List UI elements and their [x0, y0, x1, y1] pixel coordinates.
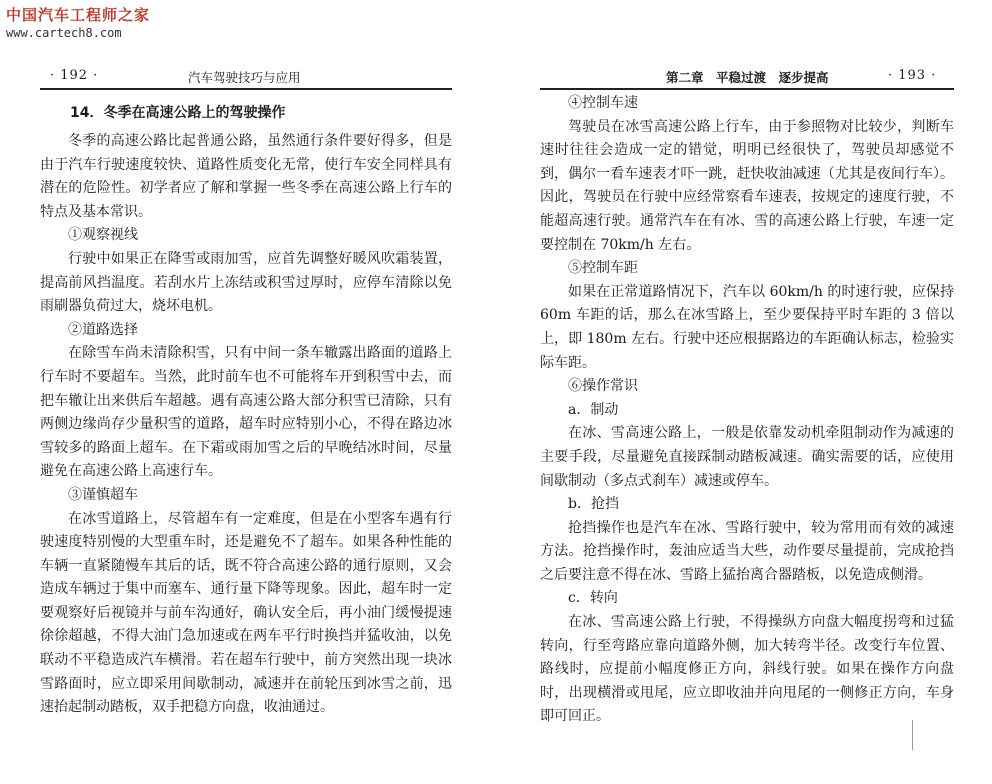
subsection-text: 驾驶员在冰雪高速公路上行车，由于参照物对比较少，判断车速时往往会造成一定的错觉，明明已经很快了，驾驶员却感觉不到，偶尔一看车速表才吓一跳，赶快收油减速（尤其是夜间行车）。因此，驾驶员在行驶中应经常察看车速表，按规定的速度行驶，不能超高速行驶。通常汽车在有冰、雪的高速公路上行驶，车速一定要控制在 70km/h 左右。	[540, 118, 954, 253]
left-page	[40, 62, 452, 720]
right-page-header	[540, 62, 954, 90]
left-page-number: · 192 ·	[50, 68, 99, 83]
subsection-title: ⑤控制车距	[568, 260, 638, 277]
item-title: b．抢挡	[568, 496, 619, 513]
right-page-body	[540, 90, 954, 729]
watermark-url: www.cartech8.com	[6, 26, 122, 40]
subsection-text: 行驶中如果正在降雪或雨加雪，应首先调整好暖风吹霜装置，提高前风挡温度。若刮水片上冻结或积雪过厚时，应停车清除以免雨刷器负荷过大，烧坏电机。	[40, 250, 452, 315]
item-title: c．转向	[568, 590, 618, 607]
watermark	[6, 6, 150, 40]
left-header-title: 汽车驾驶技巧与应用	[188, 70, 301, 85]
section-heading: 14．冬季在高速公路上的驾驶操作	[70, 105, 286, 121]
item-text: 在冰、雪高速公路上，一般是依靠发动机牵阻制动作为减速的主要手段，尽量避免直接踩制动踏板减速。确实需要的话，应使用间歇制动（多点式刹车）减速或停车。	[540, 425, 954, 489]
left-page-header	[40, 62, 452, 90]
subsection-text: 在除雪车尚未清除积雪，只有中间一条车辙露出路面的道路上行车时不要超车。当然，此时前车也不可能将车开到积雪中去，而把车辙让出来供后车超越。遇有高速公路大部分积雪已清除，只有两侧边缘尚存少量积雪的道路，超车时应特别小心，不得在路边冰雪较多的路面上超车。在下霜或雨加雪之后的早晚结冰时间，尽量避免在高速公路上高速行车。	[40, 345, 452, 480]
right-page-number: · 193 ·	[888, 68, 937, 83]
margin-rule	[912, 720, 913, 750]
right-page	[540, 62, 954, 729]
subsection-title: ④控制车速	[568, 95, 638, 111]
subsection-text: 在冰雪道路上，尽管超车有一定难度，但是在小型客车遇有行驶速度特别慢的大型重车时，还是避免不了超车。如果各种性能的车辆一直紧随慢车其后的话，既不符合高速公路的通行原则，又会造成车辆过于集中而塞车、通行量下降等现象。因此，超车时一定要观察好后视镜并与前车沟通好，确认安全后，再小油门缓慢提速徐徐超越，不得大油门急加速或在两车平行时换挡并猛收油，以免联动不平稳造成汽车横滑。若在超车行驶中，前方突然出现一块冰雪路面时，应立即采用间歇制动，减速并在前轮压到冰雪之前，迅速抬起制动踏板，双手把稳方向盘，收油通过。	[40, 510, 452, 716]
item-text: 抢挡操作也是汽车在冰、雪路行驶中，较为常用而有效的减速方法。抢挡操作时，轰油应适当大些，动作要尽量提前，完成抢挡之后要注意不得在冰、雪路上猛抬离合器踏板，以免造成侧滑。	[540, 519, 954, 583]
left-page-body	[40, 90, 452, 720]
subsection-title: ②道路选择	[68, 321, 138, 338]
subsection-title: ①观察视线	[68, 227, 138, 244]
subsection-title: ③谨慎超车	[68, 486, 138, 503]
intro-paragraph: 冬季的高速公路比起普通公路，虽然通行条件要好得多，但是由于汽车行驶速度较快、道路性质变化无常，使行车安全同样具有潜在的危险性。初学者应了解和掌握一些冬季在高速公路上行车的特点及基本常识。	[40, 133, 452, 220]
item-text: 在冰、雪高速公路上行驶，不得操纵方向盘大幅度拐弯和过猛转向，行至弯路应靠向道路外侧，加大转弯半径。改变行车位置、路线时，应提前小幅度修正方向，斜线行驶。如果在操作方向盘时，出现横滑或甩尾，应立即收油并向甩尾的一侧修正方向，车身即可回正。	[540, 614, 954, 725]
subsection-text: 如果在正常道路情况下，汽车以 60km/h 的时速行驶，应保持 60m 车距的话，那么在冰雪路上，至少要保持平时车距的 3 倍以上，即 180m 左右。行驶中还应根据路边的车距确认标志，检验实际车距。	[540, 283, 954, 371]
subsection-title: ⑥操作常识	[568, 378, 638, 395]
watermark-site-name: 中国汽车工程师之家	[6, 6, 151, 24]
item-title: a．制动	[568, 401, 619, 418]
right-header-title: 第二章 平稳过渡 逐步提高	[666, 70, 829, 85]
